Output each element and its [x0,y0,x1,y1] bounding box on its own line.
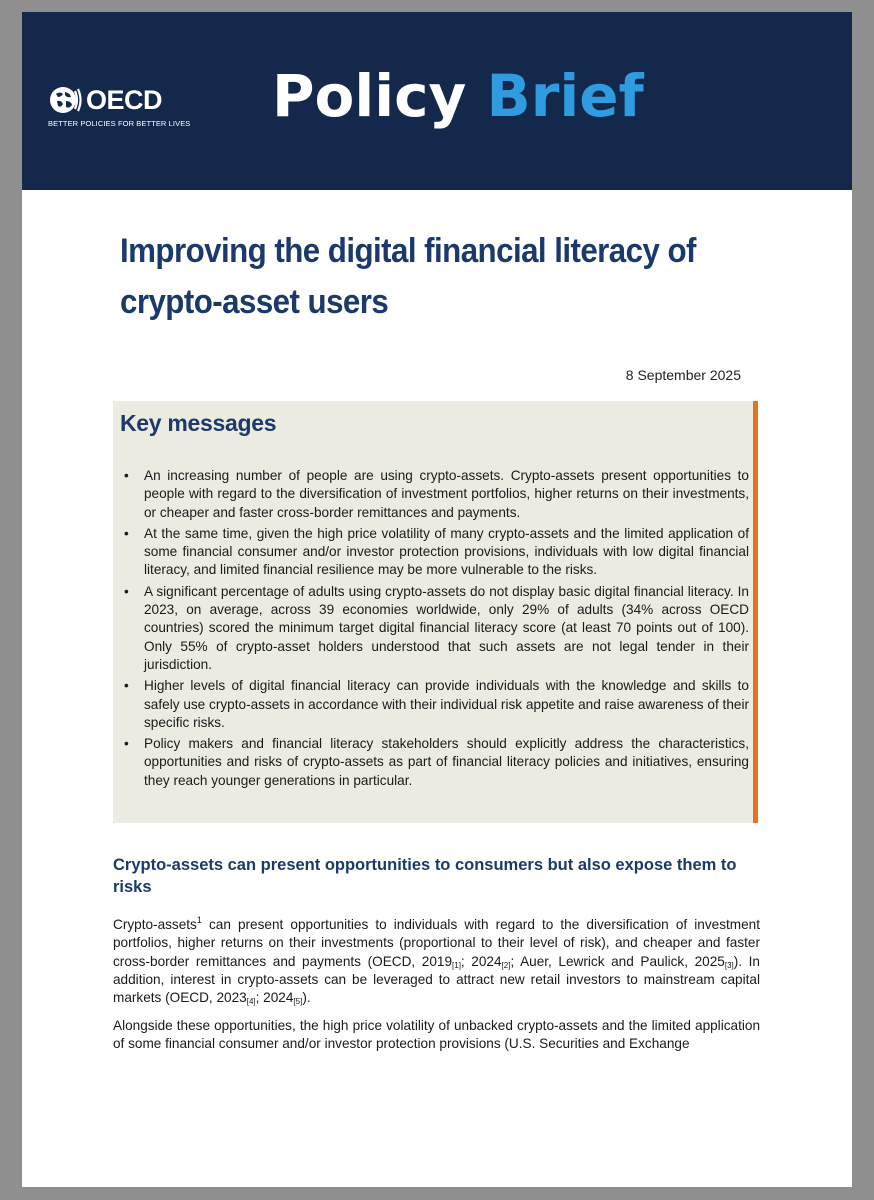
reference-link[interactable]: [5] [293,997,303,1007]
key-message-text: At the same time, given the high price volatility of many crypto-assets and the limited application of some financial consumer and/or investor protection provisions, individuals with low digital financial literacy, and limited financial resilience may be more vulnerable to the risks. [144,525,749,578]
paragraph-text: ; 2024 [460,953,502,969]
key-message-item [124,525,749,580]
reference-link[interactable]: [4] [246,997,256,1007]
brand-title-brief: Brief [486,62,644,130]
key-message-item [124,467,749,522]
paragraph-text: can present opportunities to individuals with regard to the diversification of investment portfolios, higher returns on their investments (proportional to their level of risk), and cheaper and faster cross-border remittances and payments (OECD, 2019 [113,917,760,969]
document-title: Improving the digital financial literacy of crypto-asset users [120,232,696,321]
reference-link[interactable]: [1] [452,960,461,970]
header-banner [22,12,852,190]
policy-brief-title [272,56,644,136]
key-message-text: A significant percentage of adults using crypto-assets do not display basic digital financial literacy. In 2023, on average, across 39 economies worldwide, only 29% of adults (34% across OECD countries) scored the minimum target digital financial literacy score (at least 70 points out of 100). Only 55% of crypto-asset holders understood that such assets are not legal tender in their jurisdiction. [144,583,749,672]
bullet-icon: • [124,525,129,541]
section-heading: Crypto-assets can present opportunities to consumers but also expose them to risks [113,856,737,896]
bullet-icon: • [124,583,129,599]
logo-wordmark: OECD [86,84,163,115]
reference-link[interactable]: [3] [724,960,734,970]
oecd-logo[interactable] [48,82,198,132]
key-message-text: Higher levels of digital financial literacy can provide individuals with the knowledge and skills to safely use crypto-assets in accordance with their individual risk appetite and raise awareness of their specific risks. [144,678,749,730]
key-messages-accent-bar [753,401,758,823]
bullet-icon: • [124,468,129,483]
reference-link[interactable]: [2] [501,960,511,970]
brand-title-policy: Policy [272,62,467,130]
paragraph-text: ). In addition, interest in crypto-assets can be leveraged to attract new retail investors to mainstream capital markets (OECD, 2023 [113,953,760,1006]
oecd-globe-icon [48,82,84,118]
document-page [22,12,852,1187]
key-message-text: An increasing number of people are using crypto-assets. Crypto-assets present opportunities to people with regard to the diversification of investment portfolios, higher returns on their investments, or cheaper and faster cross-border remittances and payments. [144,468,749,520]
bullet-icon: • [124,736,129,752]
key-message-item [124,583,749,674]
publication-date: 8 September 2025 [625,367,741,383]
key-message-text: Policy makers and financial literacy stakeholders should explicitly address the characteristics, opportunities and risks of crypto-assets as part of financial literacy policies and initiatives, ensuring they reach younger generations in particular. [144,736,749,788]
bullet-icon: • [124,678,129,694]
paragraph-text: ; 2024 [255,990,294,1006]
logo-tagline: BETTER POLICIES FOR BETTER LIVES [48,119,191,128]
key-messages-list [124,467,749,793]
footnote-link[interactable]: 1 [196,915,202,925]
paragraph-text: Crypto-assets [113,917,197,932]
paragraph-text: ). [302,990,311,1006]
paragraph-text: ; Auer, Lewrick and Paulick, 2025 [510,953,725,969]
body-paragraph-2: Alongside these opportunities, the high price volatility of unbacked crypto-assets and the limited application of some financial consumer and/or investor protection provisions (U.S. Securities and Exchange [113,1018,760,1052]
body-paragraph-1 [113,916,760,1007]
key-message-item [124,677,749,732]
key-message-item [124,735,749,790]
key-messages-heading: Key messages [120,410,277,436]
